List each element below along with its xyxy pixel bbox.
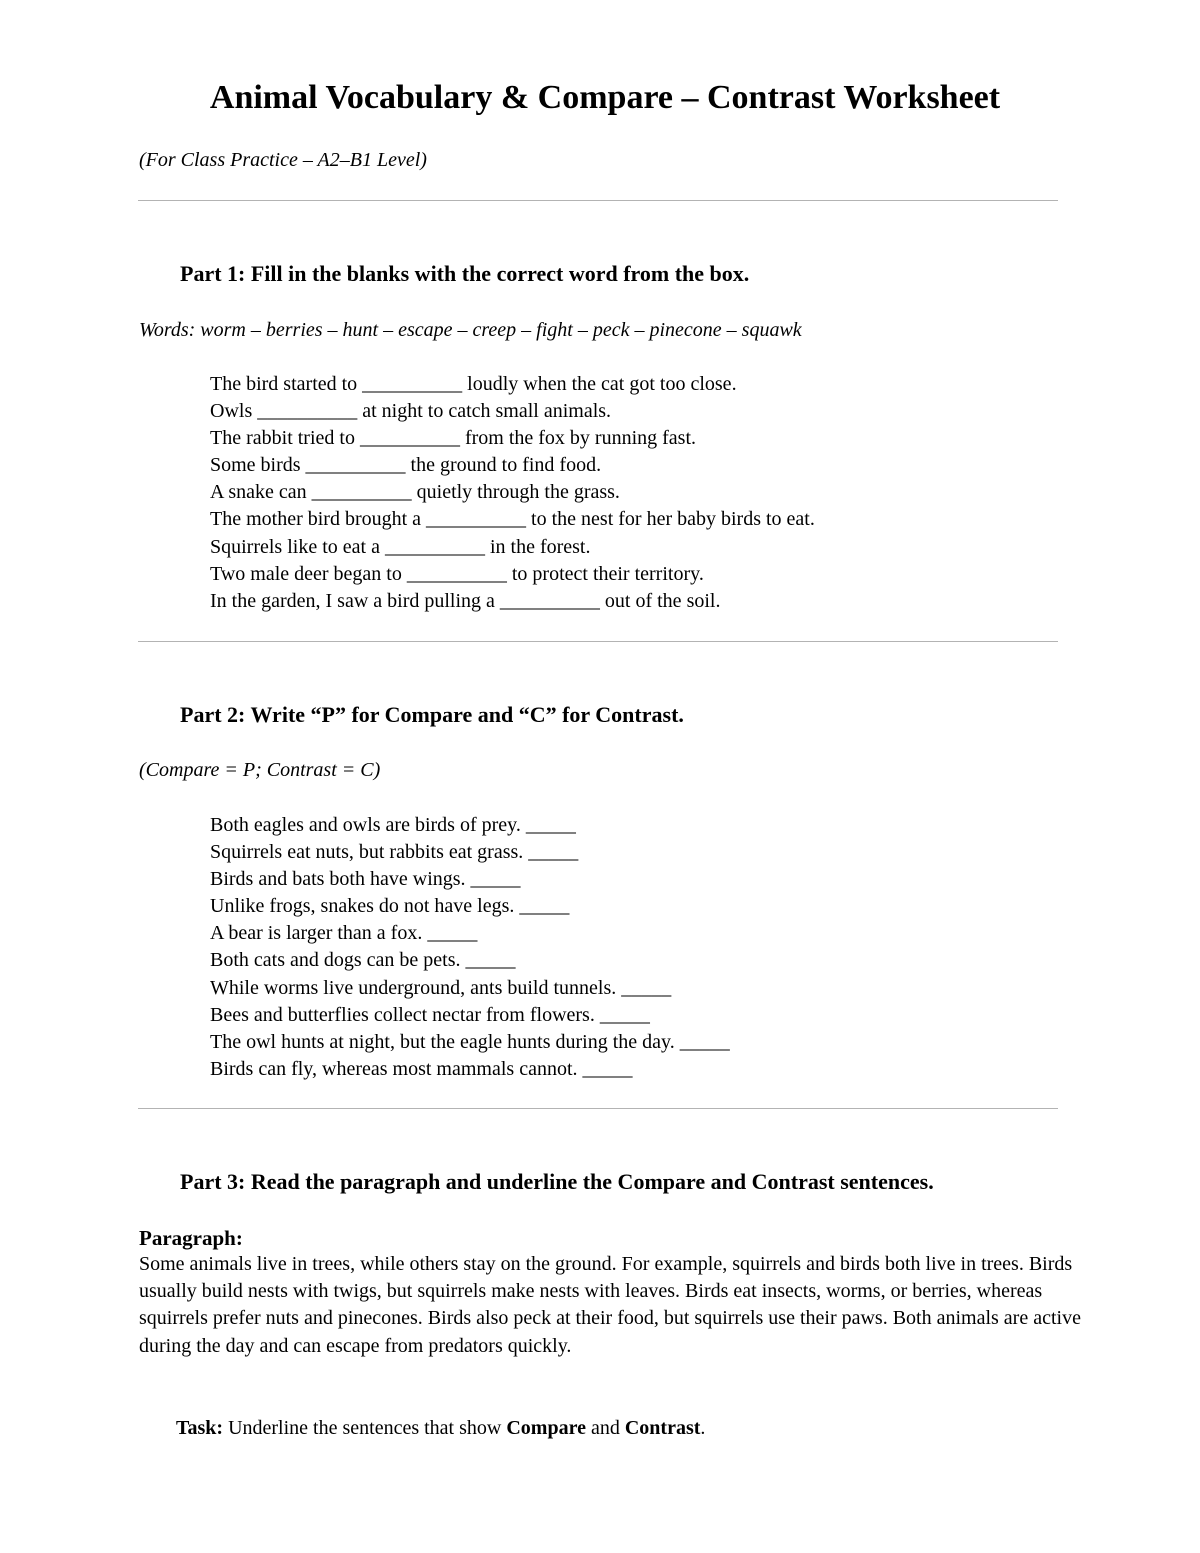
task-text: and (585, 1417, 625, 1439)
item-text: A snake can __________ quietly through the grass. (210, 481, 620, 504)
item-text: Squirrels eat nuts, but rabbits eat grass. _____ (210, 841, 579, 864)
task-text: Underline the sentences that show (223, 1417, 507, 1439)
item-text: Birds can fly, whereas most mammals cannot. _____ (210, 1057, 633, 1080)
task-bold-compare: Compare (506, 1417, 586, 1439)
item-text: Birds and bats both have wings. _____ (210, 868, 521, 891)
reading-paragraph: Some animals live in trees, while others stay on the ground. For example, squirrels and birds both live in trees. Birds usually build nests with twigs, but squirrels make nests with leaves. Birds eat insects, worms, or berries, whereas squirrels prefer nuts and pinecones. Birds also peck at their food, but squirrels use their paws. Both animals are active during the day and can escape from predators quickly. (139, 1253, 1081, 1357)
worksheet-subtitle: (For Class Practice – A2–B1 Level) (139, 149, 427, 171)
item-text: Both eagles and owls are birds of prey. _____ (210, 814, 576, 836)
part2-heading: Part 2: Write “P” for Compare and “C” for Contrast. (180, 702, 684, 727)
divider (138, 200, 1058, 201)
divider (138, 1108, 1058, 1109)
item-text: A bear is larger than a fox. _____ (210, 922, 478, 945)
task-text: . (700, 1417, 706, 1439)
item-text: Squirrels like to eat a __________ in the forest. (210, 535, 591, 558)
part3-heading: Part 3: Read the paragraph and underline the Compare and Contrast sentences. (180, 1169, 934, 1194)
divider (138, 641, 1058, 642)
part1-heading: Part 1: Fill in the blanks with the correct word from the box. (180, 261, 750, 286)
item-text: In the garden, I saw a bird pulling a __________ out of the soil. (210, 589, 721, 612)
item-text: Owls __________ at night to catch small animals. (210, 400, 612, 423)
task-instruction (176, 1413, 705, 1443)
item-text: Bees and butterflies collect nectar from flowers. _____ (210, 1003, 650, 1026)
item-text: While worms live underground, ants build tunnels. _____ (210, 976, 672, 999)
paragraph-label: Paragraph: (139, 1226, 243, 1250)
item-text: Two male deer began to __________ to protect their territory. (210, 562, 704, 585)
task-label: Task: (176, 1417, 224, 1439)
item-text: The bird started to __________ loudly when the cat got too close. (210, 373, 737, 395)
part1-word-box: Words: worm – berries – hunt – escape – creep – fight – peck – pinecone – squawk (139, 319, 802, 341)
task-bold-contrast: Contrast (624, 1417, 701, 1439)
item-text: Unlike frogs, snakes do not have legs. _____ (210, 895, 570, 918)
item-text: Some birds __________ the ground to find food. (210, 454, 602, 477)
item-text: The rabbit tried to __________ from the fox by running fast. (210, 427, 697, 450)
worksheet-title: Animal Vocabulary & Compare – Contrast Worksheet (209, 79, 1001, 116)
part2-note: (Compare = P; Contrast = C) (139, 759, 381, 781)
item-text: The mother bird brought a __________ to the nest for her baby birds to eat. (210, 508, 815, 531)
item-text: Both cats and dogs can be pets. _____ (210, 949, 516, 972)
item-text: The owl hunts at night, but the eagle hunts during the day. _____ (210, 1030, 730, 1053)
